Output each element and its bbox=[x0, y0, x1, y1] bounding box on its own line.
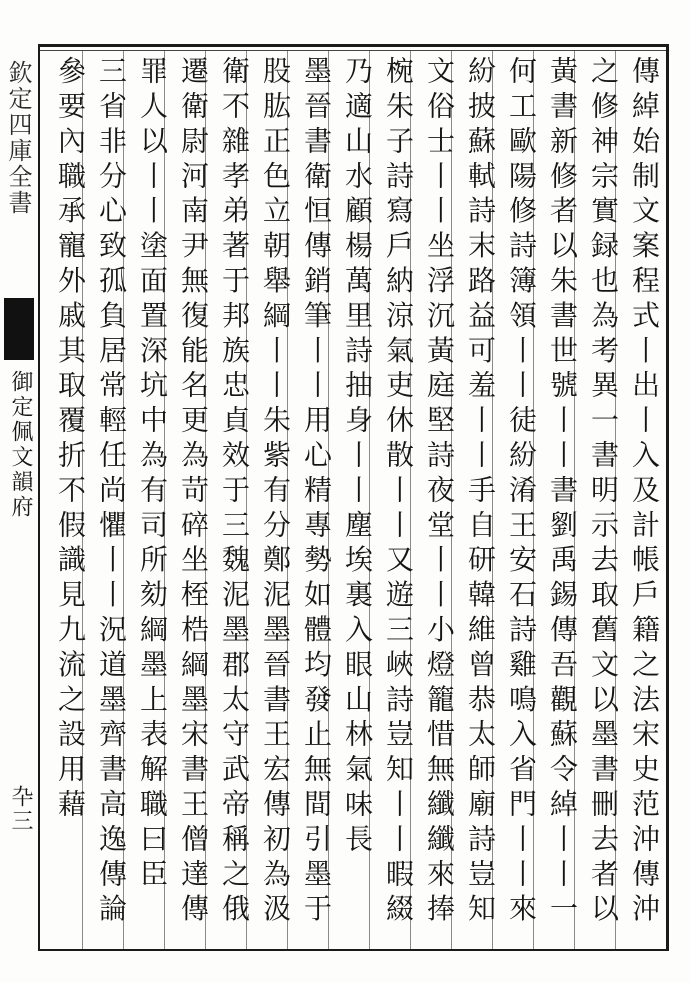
text-column: 傳綽始制文案程式丨出丨入及計帳戶籍之法宋史范沖傳沖 bbox=[628, 56, 661, 929]
book-title: 御定佩文韻府 bbox=[8, 370, 33, 520]
page-margin bbox=[2, 60, 36, 940]
text-column: 黃書新修者以朱書世號丨丨書劉禹錫傳吾觀蘇令綽丨丨一 bbox=[546, 56, 579, 929]
text-column: 衛不雜孝弟著于邦族忠貞效于三魏泥墨郡太守武帝稱之俄 bbox=[218, 56, 251, 929]
page-frame-top bbox=[38, 44, 668, 47]
fishtail-block bbox=[4, 298, 34, 360]
text-column: 之修神宗實録也為考異一書明示去取舊文以墨書刪去者以 bbox=[587, 56, 620, 929]
text-column: 遷衛尉河南尹無復能名更為苛碎坐桎梏綱墨宋書王僧達傳 bbox=[177, 56, 210, 929]
running-head: 欽定四庫全書 bbox=[4, 60, 32, 216]
text-column: 紛披蘇軾詩末路益可羞丨丨手自研韓維曾恭太師廟詩豈知 bbox=[464, 56, 497, 929]
page-frame-right bbox=[666, 44, 669, 951]
text-column: 股肱正色立朝舉綱丨丨朱紫有分鄭泥墨晉書王宏傳初為汲 bbox=[259, 56, 292, 929]
text-column: 參要內職承寵外戚其取覆折不假識見九流之設用藉 bbox=[54, 56, 87, 824]
text-column: 乃適山水顧楊萬里詩抽身丨丨塵埃裏入眼山林氣味長 bbox=[341, 56, 374, 859]
folio-number: 卆三 bbox=[8, 785, 33, 833]
text-column: 墨晉書衛恒傳銷筆丨丨用心精專勢如體均發止無間引墨于 bbox=[300, 56, 333, 929]
text-column: 椀朱子詩寫戶納涼氣吏休散丨丨又遊三峽詩豈知丨丨暇綴 bbox=[382, 56, 415, 929]
page-frame-left bbox=[38, 44, 40, 951]
text-column: 文俗士丨丨坐浮沉黃庭堅詩夜堂丨丨小燈籠惜無纖纖來捧 bbox=[423, 56, 456, 929]
text-column: 罪人以丨丨塗面置深坑中為有司所劾綱墨上表解職曰臣 bbox=[136, 56, 169, 894]
page-frame-bottom bbox=[38, 949, 668, 951]
text-column: 何工歐陽修詩簿領丨丨徒紛淆王安石詩雞鳴入省門丨丨來 bbox=[505, 56, 538, 929]
text-column: 三省非分心致孤負居常輕任尚懼丨丨況道墨齊書高逸傳論 bbox=[95, 56, 128, 929]
